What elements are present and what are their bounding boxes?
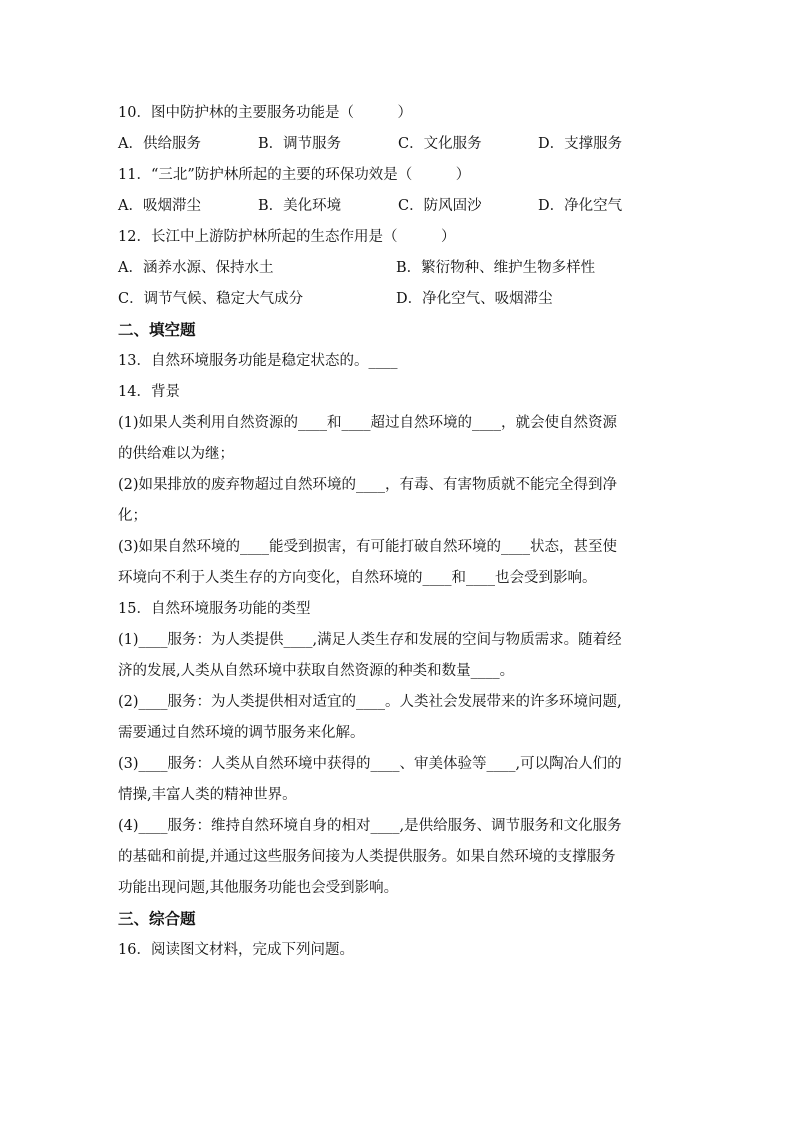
question-10-options (118, 129, 678, 160)
question-15-title: 15．自然环境服务功能的类型 (118, 601, 311, 617)
text-line: (2)如果排放的废弃物超过自然环境的____，有毒、有害物质就不能完全得到净 (118, 477, 618, 493)
text-line: (4)____服务：维持自然环境自身的相对____,是供给服务、调节服务和文化服务 (118, 818, 622, 834)
text-line: 的供给难以为继； (118, 446, 234, 462)
text-line: (1)____服务：为人类提供____,满足人类生存和发展的空间与物质需求。随着经 (118, 632, 622, 648)
option-c[interactable]: C．文化服务 (398, 136, 482, 152)
document-page (118, 98, 678, 966)
option-c[interactable]: C．调节气候、稳定大气成分 (118, 291, 304, 307)
question-14-part-1 (118, 408, 674, 470)
option-a[interactable]: A．涵养水源、保持水土 (118, 260, 274, 276)
question-12-stem: 12．长江中上游防护林所起的生态作用是（ ） (118, 229, 456, 245)
option-a[interactable]: A．吸烟滞尘 (118, 198, 201, 214)
question-14-part-2 (118, 470, 674, 532)
section-heading-fill-in: 二、填空题 (118, 321, 196, 339)
text-line: 情操,丰富人类的精神世界。 (118, 787, 297, 803)
question-15-part-2 (118, 687, 674, 749)
text-line: 需要通过自然环境的调节服务来化解。 (118, 725, 365, 741)
text-line: (2)____服务：为人类提供相对适宜的____。人类社会发展带来的许多环境问题, (118, 694, 622, 710)
question-13: 13．自然环境服务功能是稳定状态的。____ (118, 353, 398, 369)
question-12-options-row2 (118, 284, 678, 315)
option-b[interactable]: B．美化环境 (258, 198, 342, 214)
option-b[interactable]: B．繁衍物种、维护生物多样性 (396, 260, 596, 276)
text-line: 功能出现问题,其他服务功能也会受到影响。 (118, 880, 399, 896)
question-15-part-4 (118, 811, 674, 904)
text-line: (3)____服务：人类从自然环境中获得的____、审美体验等____,可以陶冶人们的 (118, 756, 622, 772)
text-line: (3)如果自然环境的____能受到损害，有可能打破自然环境的____状态，甚至使 (118, 539, 618, 555)
option-d[interactable]: D．净化空气、吸烟滞尘 (396, 291, 553, 307)
option-c[interactable]: C．防风固沙 (398, 198, 482, 214)
question-10-stem: 10．图中防护林的主要服务功能是（ ） (118, 105, 412, 121)
question-14-part-3 (118, 532, 674, 594)
question-15-part-1 (118, 625, 674, 687)
option-d[interactable]: D．支撑服务 (538, 136, 623, 152)
question-11-stem: 11．“三北”防护林所起的主要的环保功效是（ ） (118, 167, 471, 183)
question-12-options-row1 (118, 253, 678, 284)
option-b[interactable]: B．调节服务 (258, 136, 342, 152)
question-11-options (118, 191, 678, 222)
text-line: 济的发展,人类从自然环境中获取自然资源的种类和数量____。 (118, 663, 515, 679)
question-16: 16．阅读图文材料，完成下列问题。 (118, 942, 354, 958)
question-14-title: 14．背景 (118, 384, 180, 400)
text-line: 环境向不利于人类生存的方向变化，自然环境的____和____也会受到影响。 (118, 570, 597, 586)
text-line: (1)如果人类利用自然资源的____和____超过自然环境的____，就会使自然资源 (118, 415, 618, 431)
option-d[interactable]: D．净化空气 (538, 198, 623, 214)
text-line: 化； (118, 508, 147, 524)
text-line: 的基础和前提,并通过这些服务间接为人类提供服务。如果自然环境的支撑服务 (118, 849, 616, 865)
section-heading-comprehensive: 三、综合题 (118, 910, 196, 928)
option-a[interactable]: A．供给服务 (118, 136, 201, 152)
question-15-part-3 (118, 749, 674, 811)
